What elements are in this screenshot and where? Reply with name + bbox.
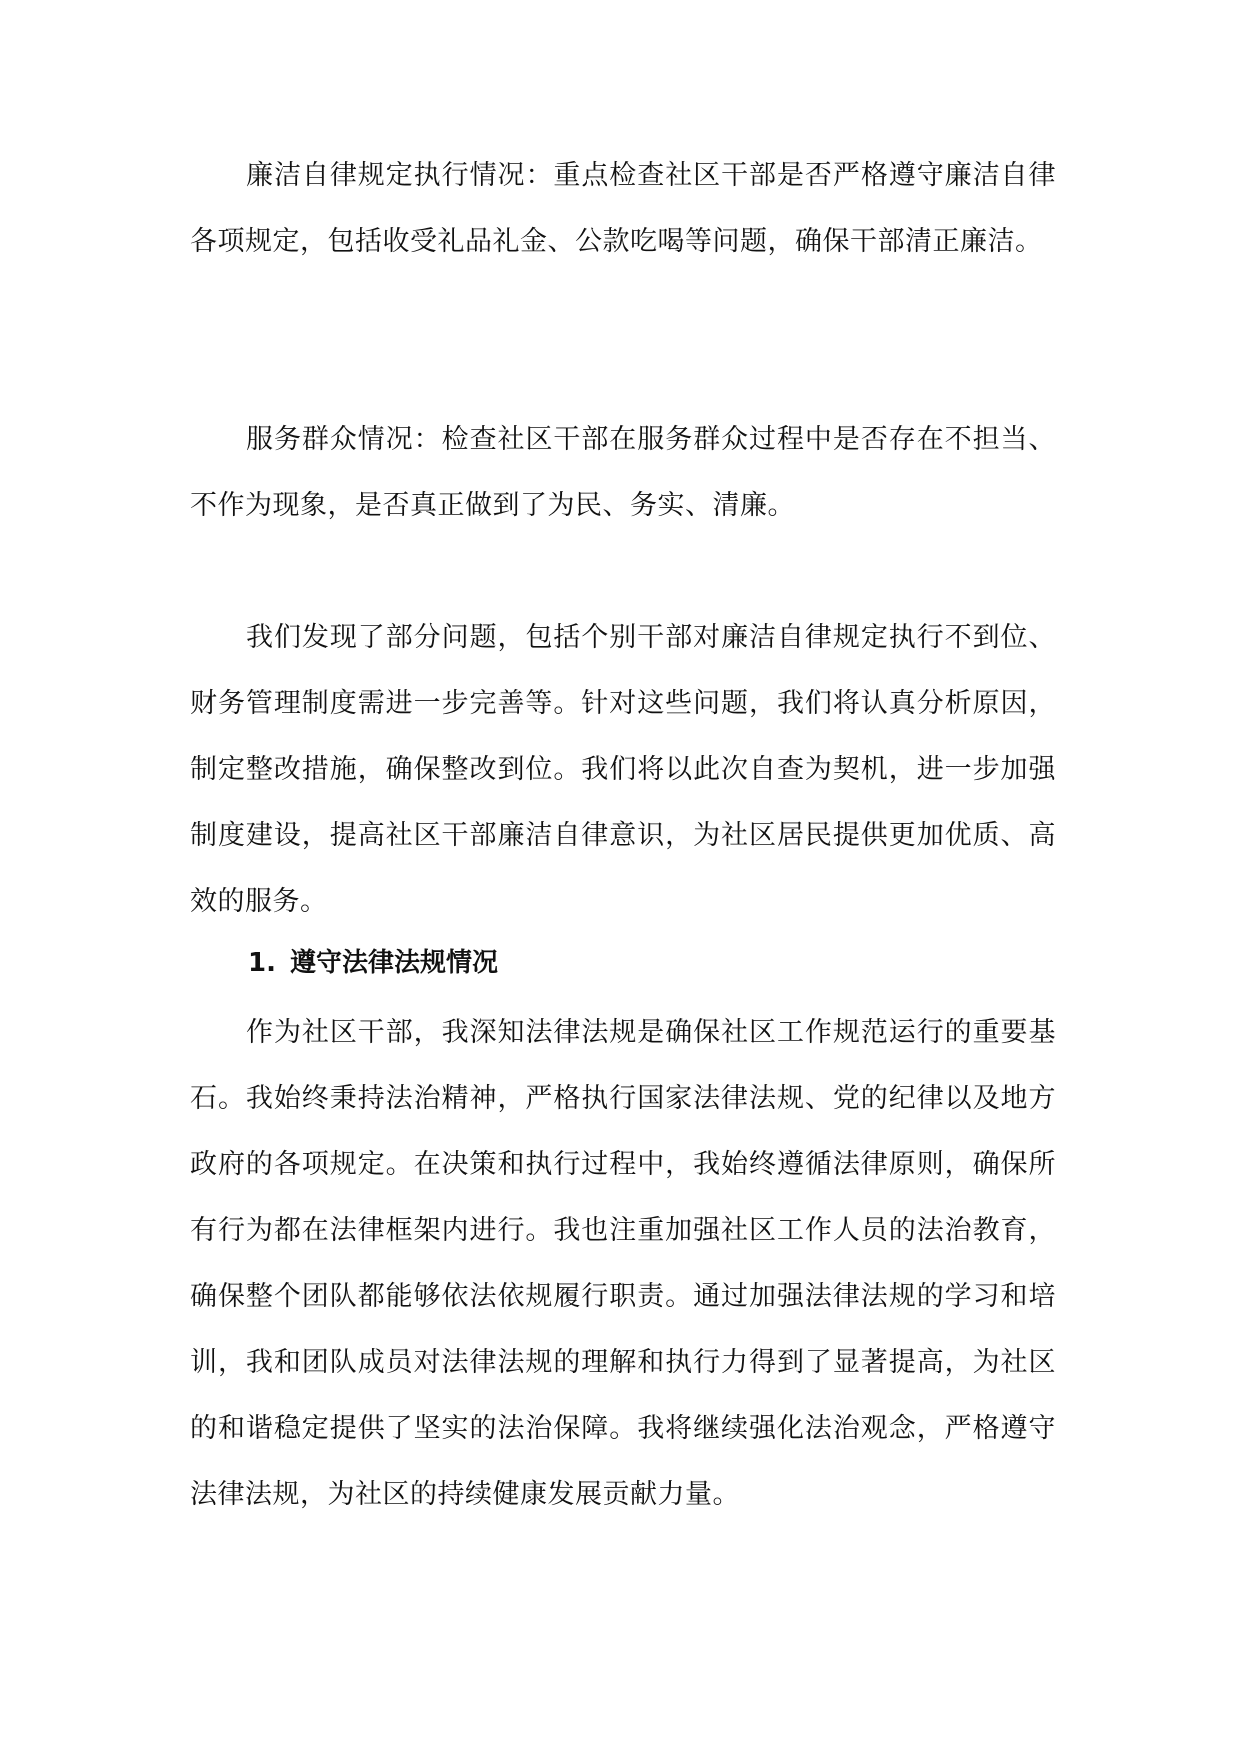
section-number: 1.	[248, 948, 276, 978]
paragraph-findings: 我们发现了部分问题，包括个别干部对廉洁自律规定执行不到位、财务管理制度需进一步完善等。针对这些问题，我们将认真分析原因，制定整改措施，确保整改到位。我们将以此次自查为契机，进一步加强制度建设，提高社区干部廉洁自律意识，为社区居民提供更加优质、高效的服务。	[190, 622, 1056, 917]
paragraph-law-compliance: 作为社区干部，我深知法律法规是确保社区工作规范运行的重要基石。我始终秉持法治精神，严格执行国家法律法规、党的纪律以及地方政府的各项规定。在决策和执行过程中，我始终遵循法律原则，确保所有行为都在法律框架内进行。我也注重加强社区工作人员的法治教育，确保整个团队都能够依法依规履行职责。通过加强法律法规的学习和培训，我和团队成员对法律法规的理解和执行力得到了显著提高，为社区的和谐稳定提供了坚实的法治保障。我将继续强化法治观念，严格遵守法律法规，为社区的持续健康发展贡献力量。	[190, 1017, 1056, 1510]
paragraph-serving-public: 服务群众情况：检查社区干部在服务群众过程中是否存在不担当、不作为现象，是否真正做到了为民、务实、清廉。	[190, 424, 1056, 521]
paragraph-integrity-rules: 廉洁自律规定执行情况：重点检查社区干部是否严格遵守廉洁自律各项规定，包括收受礼品礼金、公款吃喝等问题，确保干部清正廉洁。	[190, 160, 1056, 257]
section-heading	[248, 930, 498, 996]
section-title: 遵守法律法规情况	[290, 948, 499, 978]
